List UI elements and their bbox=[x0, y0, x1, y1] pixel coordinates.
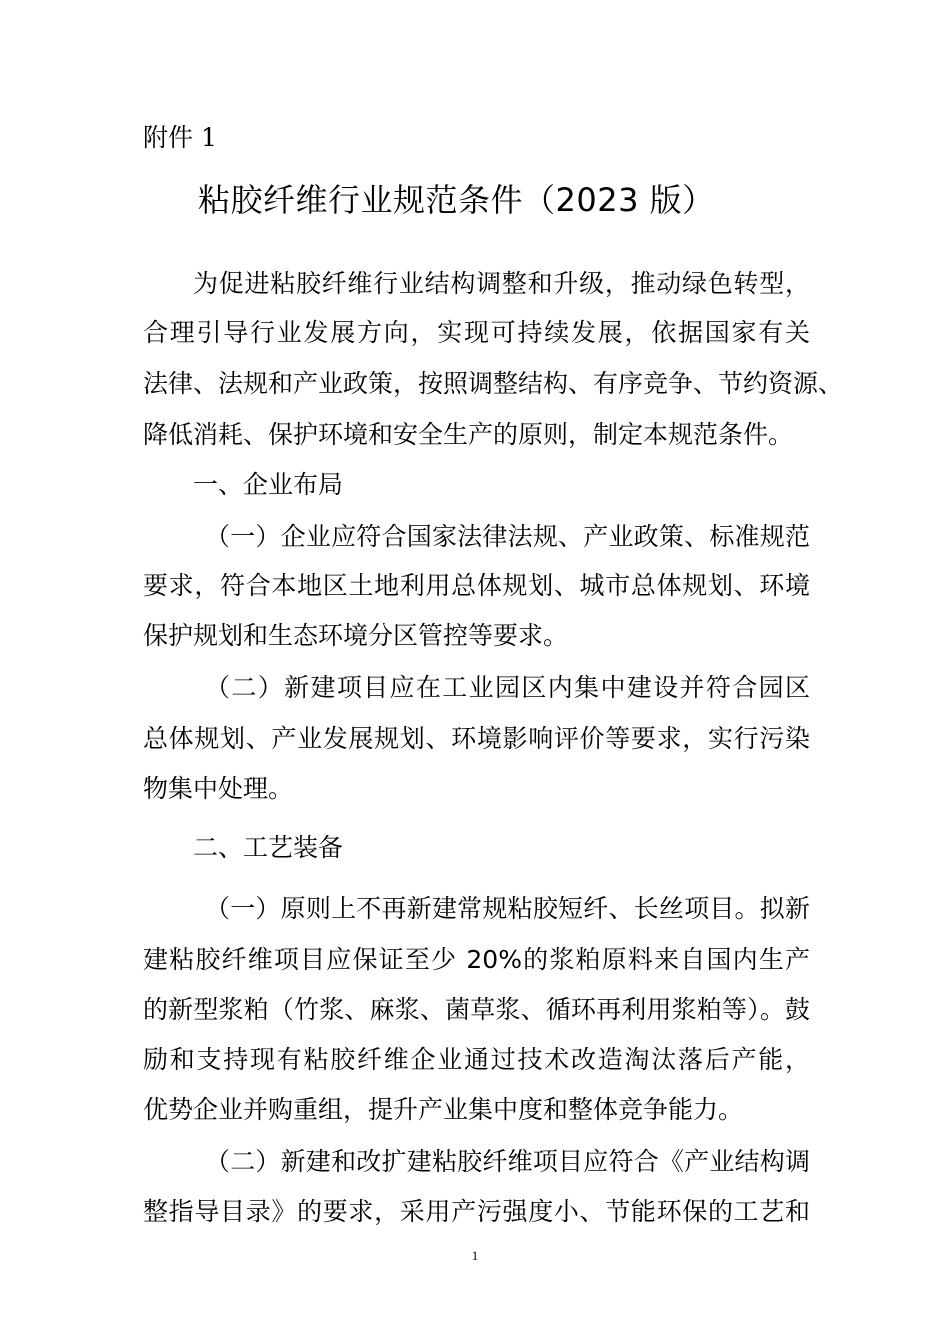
paragraph-line: 要求，符合本地区土地利用总体规划、城市总体规划、环境 bbox=[143, 571, 810, 600]
paragraph-line: 合理引导行业发展方向，实现可持续发展，依据国家有关 bbox=[143, 318, 810, 347]
paragraph-line: （一）原则上不再新建常规粘胶短纤、长丝项目。拟新 bbox=[205, 894, 810, 923]
paragraph-line: 保护规划和生态环境分区管控等要求。 bbox=[143, 621, 569, 650]
paragraph-line: 建粘胶纤维项目应保证至少 20%的浆粕原料来自国内生产 bbox=[143, 945, 810, 974]
attachment-label: 附件 1 bbox=[143, 123, 217, 152]
section-heading: 二、工艺装备 bbox=[193, 833, 344, 862]
paragraph-line: 优势企业并购重组，提升产业集中度和整体竞争能力。 bbox=[143, 1095, 744, 1124]
paragraph-line: 整指导目录》的要求，采用产污强度小、节能环保的工艺和 bbox=[143, 1197, 810, 1226]
document-title: 粘胶纤维行业规范条件（2023 版） bbox=[198, 181, 715, 219]
paragraph-line: （二）新建项目应在工业园区内集中建设并符合园区 bbox=[205, 673, 810, 702]
paragraph-line: 的新型浆粕（竹浆、麻浆、菌草浆、循环再利用浆粕等）。鼓 bbox=[143, 995, 810, 1024]
paragraph-line: 降低消耗、保护环境和安全生产的原则，制定本规范条件。 bbox=[143, 420, 794, 449]
paragraph-line: 为促进粘胶纤维行业结构调整和升级，推动绿色转型， bbox=[193, 269, 810, 298]
paragraph-line: 总体规划、产业发展规划、环境影响评价等要求，实行污染 bbox=[143, 724, 810, 753]
paragraph-line: （二）新建和改扩建粘胶纤维项目应符合《产业结构调 bbox=[205, 1147, 810, 1176]
paragraph-line: 法律、法规和产业政策，按照调整结构、有序竞争、节约资源、 bbox=[143, 369, 844, 398]
paragraph-line: 励和支持现有粘胶纤维企业通过技术改造淘汰落后产能， bbox=[143, 1045, 810, 1074]
paragraph-line: （一）企业应符合国家法律法规、产业政策、标准规范 bbox=[205, 522, 810, 551]
section-heading: 一、企业布局 bbox=[193, 470, 344, 499]
page-number: 1 bbox=[471, 1248, 479, 1263]
paragraph-line: 物集中处理。 bbox=[143, 774, 294, 803]
